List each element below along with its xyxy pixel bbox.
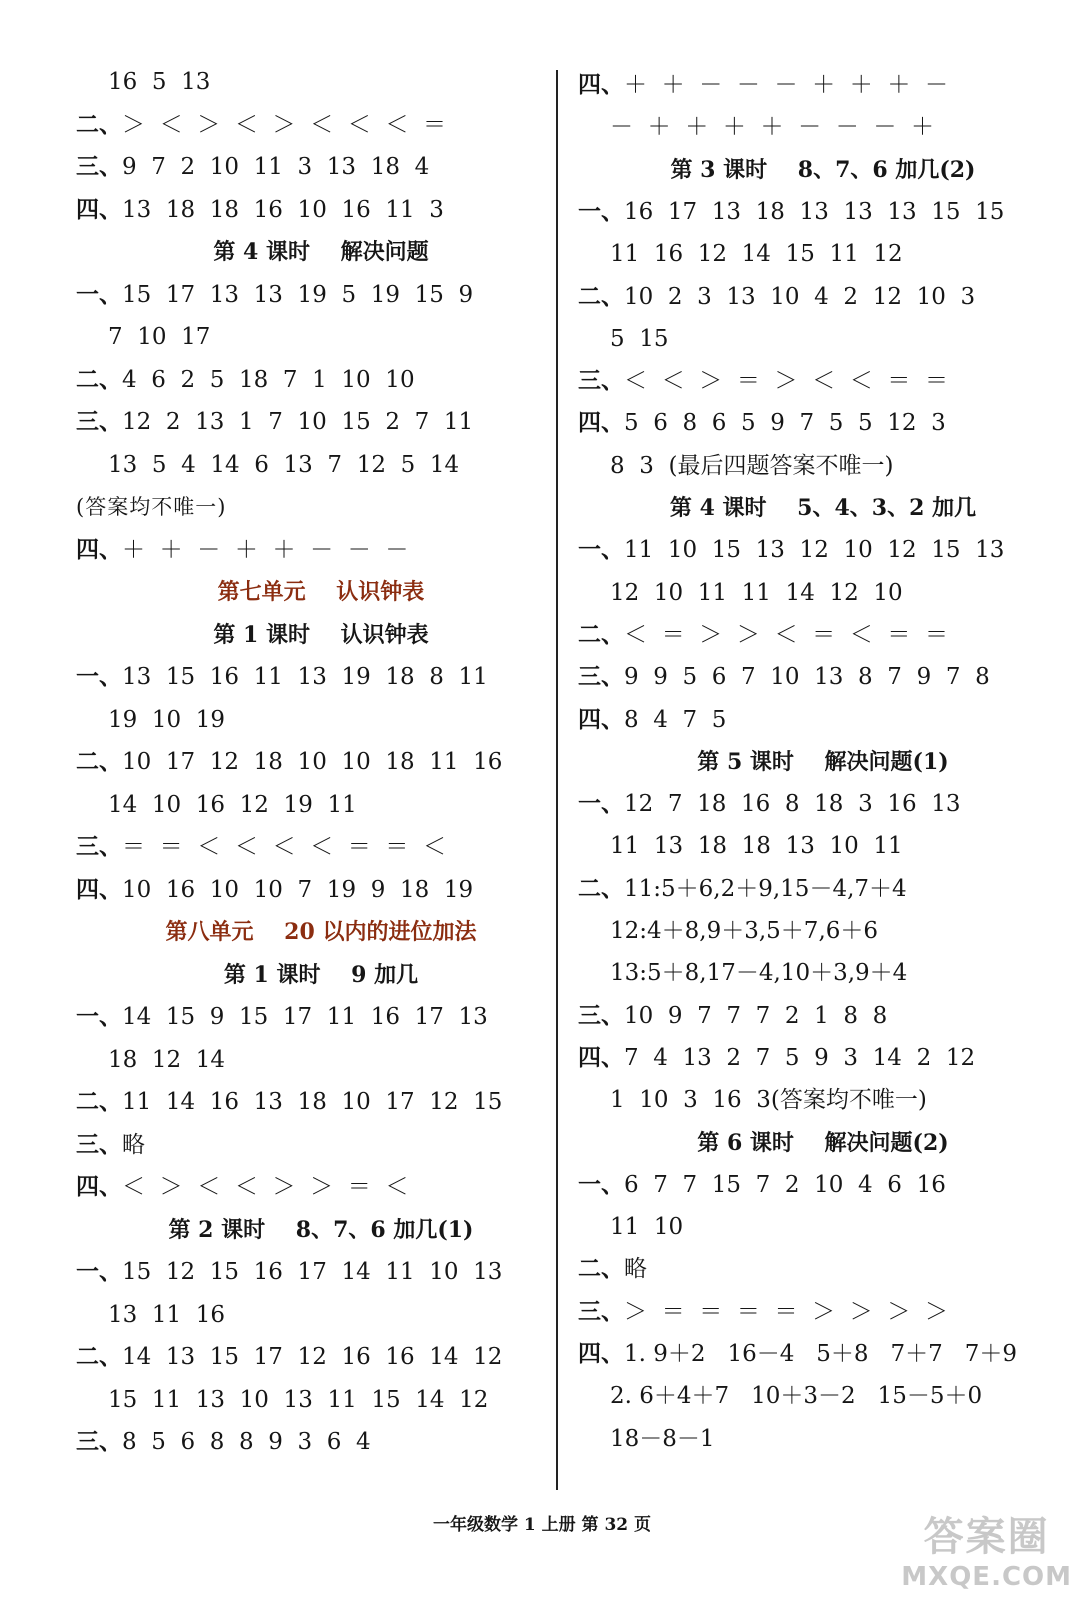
answer-continuation	[578, 239, 903, 269]
answer-text: 19 10 19	[108, 706, 226, 733]
answer-text: 13 15 16 11 13 19 18 8 11	[122, 664, 488, 690]
question-number: 一、	[578, 197, 624, 225]
question-number: 二、	[76, 1343, 122, 1370]
answer-line	[578, 662, 990, 692]
question-number: 二、	[76, 1088, 122, 1115]
answer-text: 13 5 4 14 6 13 7 12 5 14	[108, 451, 460, 478]
answer-text: ＝ ＝ ＜ ＜ ＜ ＜ ＝ ＝ ＜	[122, 834, 446, 860]
answer-text: 5 15	[610, 325, 669, 352]
question-number: 四、	[578, 71, 624, 98]
answer-text: 15 12 15 16 17 14 11 10 13	[122, 1259, 503, 1285]
question-number: 四、	[578, 705, 624, 733]
answer-text: 18－8－1	[610, 1425, 715, 1452]
question-number: 三、	[76, 1130, 122, 1158]
lesson-heading: 第 3 课时 8、7、6 加几(2)	[670, 156, 976, 183]
answer-text: 9 7 2 10 11 3 13 18 4	[122, 154, 430, 180]
answer-text: 7 4 13 2 7 5 9 3 14 2 12	[624, 1044, 976, 1071]
answer-continuation	[76, 1300, 225, 1330]
answer-text: ＜ ＞ ＜ ＜ ＞ ＞ ＝ ＜	[122, 1174, 409, 1200]
question-number: 一、	[76, 1003, 122, 1030]
lesson-heading: 第 4 课时 解决问题	[213, 239, 429, 265]
lesson-heading: 第 6 课时 解决问题(2)	[697, 1129, 949, 1156]
answer-line	[578, 1297, 948, 1327]
lesson-heading: 第 2 课时 8、7、6 加几(1)	[168, 1216, 474, 1243]
answer-continuation	[578, 1212, 683, 1242]
answer-line	[76, 535, 408, 565]
answer-line	[578, 366, 948, 396]
answer-line	[76, 280, 473, 310]
answer-text: 14 13 15 17 12 16 16 14 12	[122, 1344, 503, 1370]
page-footer: 一年级数学 1 上册 第 32 页	[432, 1515, 652, 1535]
answer-text: 13 11 16	[108, 1301, 226, 1328]
answer-line	[578, 197, 1004, 227]
answer-text: 18 12 14	[108, 1046, 226, 1073]
answer-line	[578, 705, 726, 735]
question-number: 一、	[76, 280, 122, 308]
answer-continuation	[578, 958, 907, 988]
answer-line	[76, 1002, 488, 1032]
answer-text: 10 17 12 18 10 10 18 11 16	[122, 749, 503, 775]
lesson-heading: 第 1 课时 9 加几	[223, 961, 419, 988]
watermark-url: MXQE.COM	[901, 1562, 1072, 1592]
answer-line	[76, 1087, 502, 1117]
answer-continuation	[578, 1424, 715, 1454]
question-number: 一、	[578, 536, 624, 564]
answer-text: 16 17 13 18 13 13 13 15 15	[624, 198, 1005, 225]
watermark-logo	[901, 1505, 1072, 1592]
question-number: 二、	[578, 282, 624, 310]
answer-line	[76, 875, 473, 905]
question-number: 四、	[76, 875, 122, 903]
answer-text: ＋ ＋ － ＋ ＋ － － －	[122, 536, 409, 563]
answer-text: 13 18 18 16 10 16 11 3	[122, 196, 444, 223]
answer-text: 11 14 16 13 18 10 17 12 15	[122, 1089, 503, 1115]
question-number: 四、	[76, 535, 122, 563]
question-number: 一、	[578, 790, 624, 818]
answer-text: 11 13 18 18 13 10 11	[610, 833, 903, 860]
question-number: 一、	[578, 1170, 624, 1198]
question-number: 三、	[76, 153, 122, 180]
question-number: 一、	[76, 1258, 122, 1285]
answer-text: 11 16 12 14 15 11 12	[610, 241, 903, 268]
answer-continuation	[76, 1385, 488, 1415]
answer-text: 7 10 17	[108, 324, 211, 350]
answer-text: 1. 9＋2 16－4 5＋8 7＋7 7＋9	[624, 1341, 1017, 1367]
answer-continuation	[578, 451, 893, 481]
lesson-heading: 第 4 课时 5、4、3、2 加几	[669, 495, 977, 521]
answer-continuation	[578, 324, 669, 354]
answer-line	[76, 1342, 502, 1372]
answer-text: ＋ ＋ － － － ＋ ＋ ＋ －	[624, 72, 948, 98]
answer-text: 9 9 5 6 7 10 13 8 7 9 7 8	[624, 664, 990, 691]
answer-text: 6 7 7 15 7 2 10 4 6 16	[624, 1171, 946, 1198]
lesson-heading: 第 1 课时 认识钟表	[213, 621, 429, 648]
answer-text: 14 15 9 15 17 11 16 17 13	[122, 1004, 488, 1030]
question-number: 三、	[578, 1297, 624, 1325]
question-number: 三、	[76, 1428, 122, 1455]
answer-text: 12 7 18 16 8 18 3 16 13	[624, 791, 961, 818]
question-number: 四、	[578, 1340, 624, 1367]
answer-line	[76, 1172, 408, 1202]
answer-text: 2. 6＋4＋7 10＋3－2 15－5＋0	[610, 1383, 983, 1410]
question-number: 三、	[76, 408, 122, 435]
answer-text: 4 6 2 5 18 7 1 10 10	[122, 366, 415, 393]
question-number: 三、	[76, 833, 122, 860]
answer-continuation	[76, 790, 357, 820]
answer-text: ＜ ＝ ＞ ＞ ＜ ＝ ＜ ＝ ＝	[624, 621, 948, 648]
answer-text: 略	[122, 1131, 145, 1158]
answer-text: 12 10 11 11 14 12 10	[610, 579, 903, 606]
answer-line	[578, 1170, 946, 1200]
answer-line	[578, 408, 946, 438]
answer-line	[76, 407, 473, 437]
answer-line	[76, 1257, 502, 1287]
question-number: 二、	[578, 1255, 624, 1283]
question-number: 二、	[578, 874, 624, 902]
answer-line	[578, 1254, 647, 1284]
answer-text: 略	[624, 1256, 647, 1283]
answer-text: ＞ ＜ ＞ ＜ ＞ ＜ ＜ ＜ ＝	[122, 111, 446, 138]
answer-continuation	[578, 578, 903, 608]
answer-line	[578, 874, 907, 904]
answer-text: 11 10	[610, 1214, 684, 1241]
answer-text: 14 10 16 12 19 11	[108, 791, 357, 818]
question-number: 三、	[578, 1001, 624, 1029]
answer-continuation	[76, 322, 210, 352]
question-number: 二、	[578, 620, 624, 648]
question-number: 一、	[76, 663, 122, 690]
answer-text: 11 10 15 13 12 10 12 15 13	[624, 537, 1005, 564]
answer-line	[578, 535, 1004, 565]
answer-continuation	[76, 1045, 225, 1075]
answer-text: 12 2 13 1 7 10 15 2 7 11	[122, 409, 474, 435]
answer-text: 10 2 3 13 10 4 2 12 10 3	[624, 283, 976, 310]
answer-line	[76, 195, 444, 225]
answer-text: 15 17 13 13 19 5 19 15 9	[122, 281, 474, 308]
answer-continuation	[76, 67, 210, 97]
answer-continuation	[578, 1085, 927, 1115]
question-number: 三、	[578, 663, 624, 691]
question-number: 四、	[578, 1043, 624, 1071]
answer-line	[578, 789, 960, 819]
answer-line	[578, 620, 948, 650]
answer-line	[76, 365, 415, 395]
unit-heading: 第七单元 认识钟表	[217, 579, 425, 605]
answer-note	[76, 492, 226, 522]
answer-text: － ＋ ＋ ＋ ＋ － － － ＋	[610, 114, 934, 141]
answer-line	[76, 832, 446, 862]
answer-text: 1 10 3 16 3(答案均不唯一)	[610, 1087, 927, 1114]
question-number: 四、	[76, 1173, 122, 1200]
answer-text: 5 6 8 6 5 9 7 5 5 12 3	[624, 410, 946, 437]
column-divider	[556, 70, 558, 1490]
answer-continuation	[76, 450, 459, 480]
answer-text: ＞ ＝ ＝ ＝ ＝ ＞ ＞ ＞ ＞	[624, 1298, 948, 1325]
question-number: 四、	[578, 409, 624, 437]
question-number: 二、	[76, 748, 122, 775]
watermark-text: 答案圈	[923, 1514, 1050, 1560]
answer-continuation	[578, 1381, 982, 1411]
answer-line	[76, 747, 502, 777]
unit-heading: 第八单元 20 以内的进位加法	[165, 919, 477, 945]
answer-text: 13:5＋8,17－4,10＋3,9＋4	[610, 960, 908, 987]
answer-text: 10 16 10 10 7 19 9 18 19	[122, 876, 474, 903]
question-number: 二、	[76, 365, 122, 393]
answer-line	[76, 110, 446, 140]
question-number: 四、	[76, 195, 122, 223]
question-number: 二、	[76, 110, 122, 138]
answer-text: 10 9 7 7 7 2 1 8 8	[624, 1002, 888, 1029]
answer-line	[578, 70, 948, 100]
answer-continuation	[578, 112, 934, 142]
answer-continuation	[578, 916, 878, 946]
answer-line	[76, 1427, 371, 1457]
answer-line	[578, 1001, 887, 1031]
answer-text: 11:5＋6,2＋9,15－4,7＋4	[624, 875, 907, 902]
answer-text: 16 5 13	[108, 69, 211, 95]
answer-line	[578, 282, 975, 312]
answer-continuation	[76, 705, 225, 735]
answer-line	[76, 662, 488, 692]
answer-line	[578, 1339, 1017, 1369]
answer-text: 15 11 13 10 13 11 15 14 12	[108, 1386, 489, 1413]
answer-text: (答案均不唯一)	[76, 495, 227, 519]
answer-text: 8 4 7 5	[624, 706, 727, 733]
answer-line	[578, 1043, 975, 1073]
answer-text: ＜ ＜ ＞ ＝ ＞ ＜ ＜ ＝ ＝	[624, 368, 948, 395]
answer-text: 8 5 6 8 8 9 3 6 4	[122, 1429, 371, 1455]
answer-line	[76, 1130, 145, 1160]
answer-line	[76, 152, 429, 182]
lesson-heading: 第 5 课时 解决问题(1)	[697, 748, 949, 775]
answer-text: 12:4＋8,9＋3,5＋7,6＋6	[610, 918, 879, 944]
answer-continuation	[578, 831, 903, 861]
question-number: 三、	[578, 367, 624, 395]
answer-text: 8 3 (最后四题答案不唯一)	[610, 452, 894, 479]
